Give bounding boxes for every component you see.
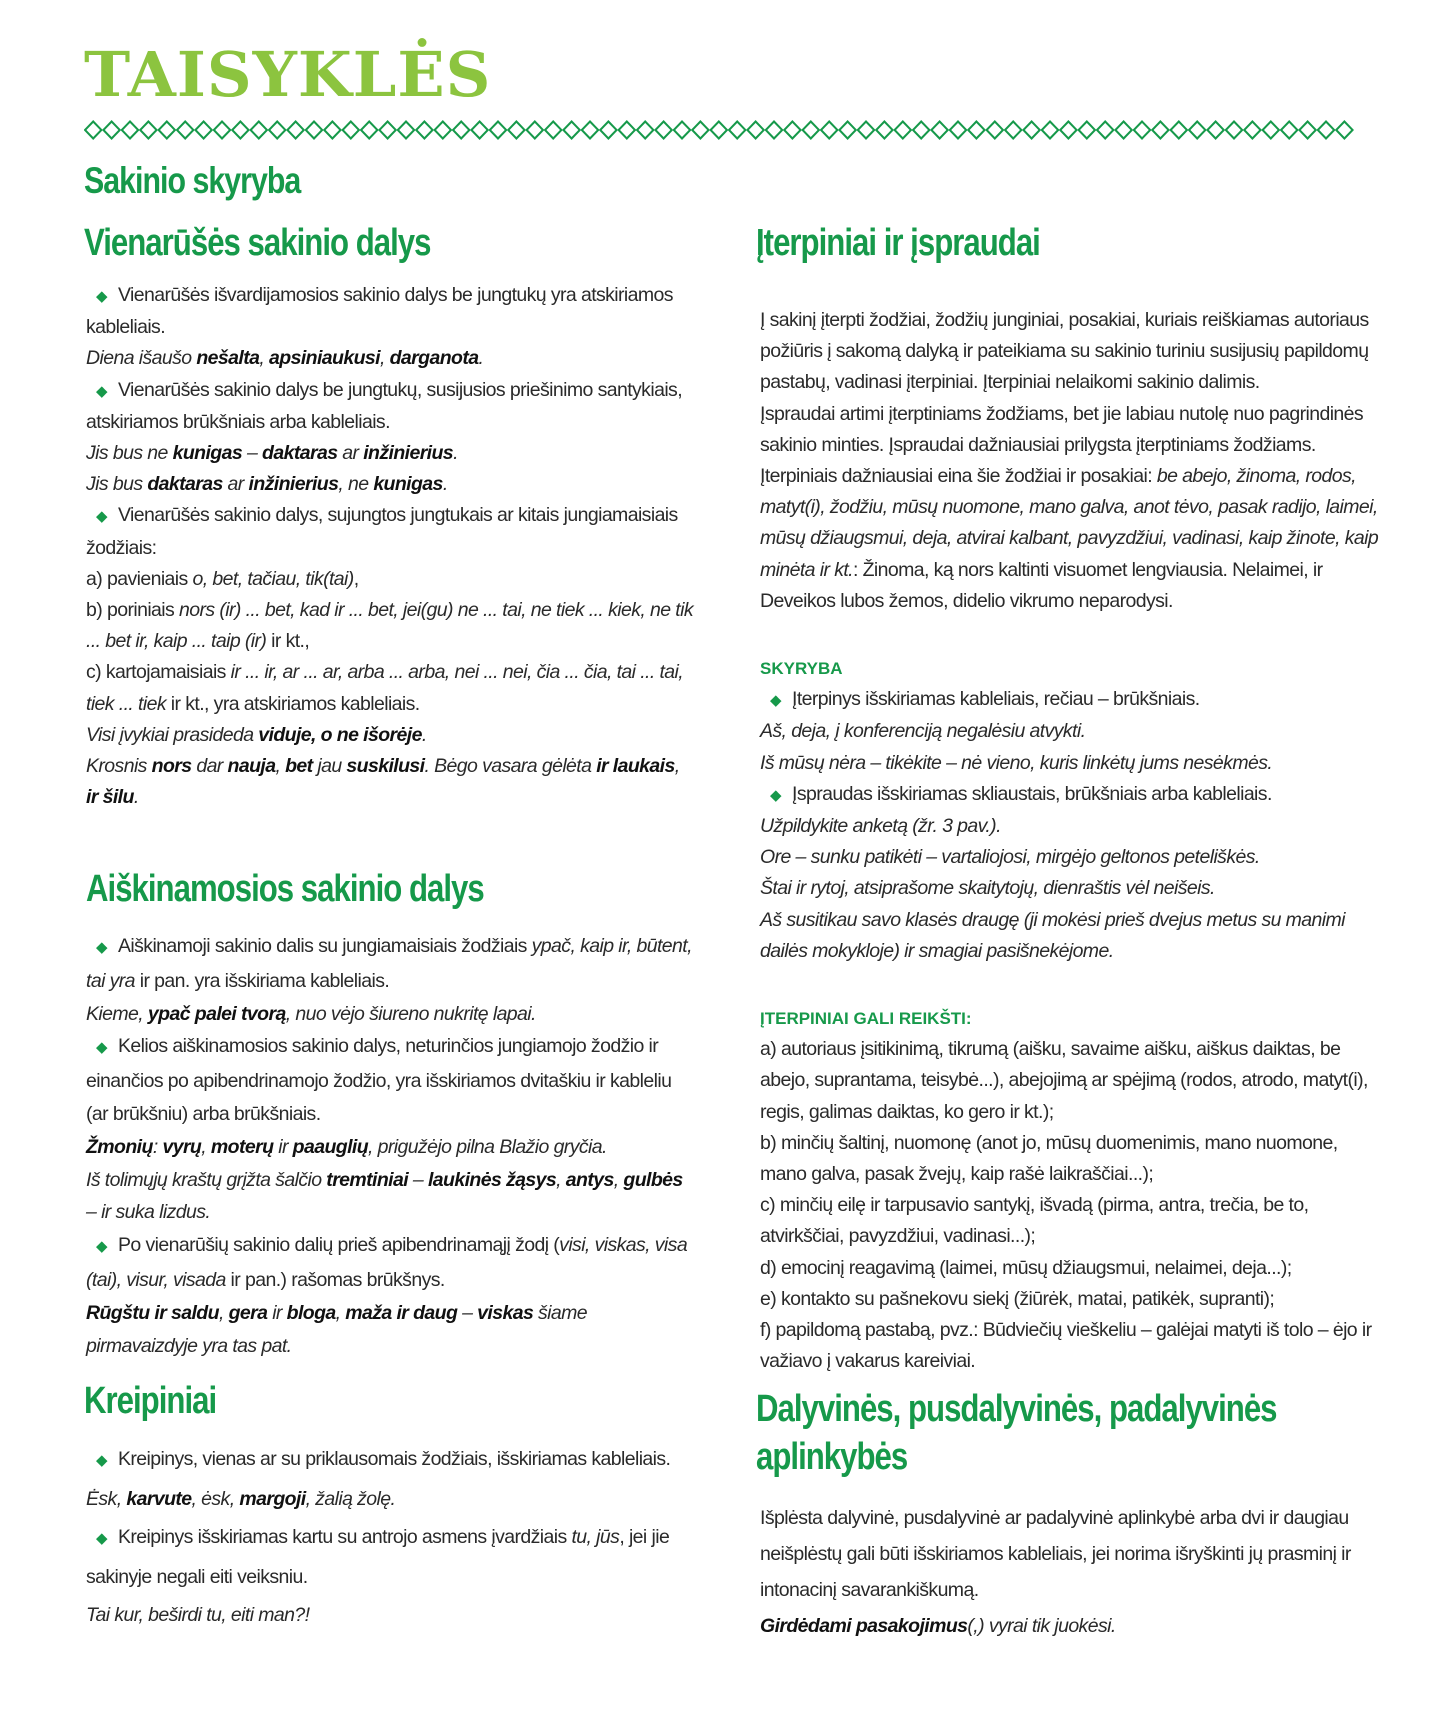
diamond-shape: [361, 122, 377, 139]
emphasis: karvute: [126, 1488, 192, 1510]
diamond-bullet-icon: ◆: [96, 1238, 107, 1256]
example: [86, 343, 696, 374]
diamond-shape: [711, 122, 727, 139]
heading-iterpiniai: Įterpiniai ir įspraudai: [756, 222, 1040, 264]
diamond-shape: [545, 122, 561, 139]
list-item-c: [86, 657, 696, 719]
diamond-shape: [140, 122, 156, 139]
diamond-shape: [1042, 122, 1058, 139]
italic-text: ,: [201, 1135, 211, 1158]
diamond-shape: [398, 122, 414, 139]
italic-text: .: [421, 723, 427, 746]
diamond-shape: [306, 122, 322, 139]
italic-text: tu, jūs: [571, 1526, 620, 1548]
emphasis: Rūgštu ir saldu: [86, 1301, 219, 1324]
italic-text: Visi įvykiai prasideda: [86, 723, 259, 746]
italic-text: ir: [267, 1301, 287, 1324]
diamond-shape: [416, 122, 432, 139]
emphasis: kunigas: [172, 442, 243, 465]
emphasis: laukinės žąsys: [427, 1168, 557, 1191]
emphasis: bet: [285, 755, 313, 778]
heading-aiskinamosios: Aiškinamosios sakinio dalys: [86, 868, 484, 910]
diamond-shape: [563, 122, 579, 139]
diamond-shape: [1318, 122, 1334, 139]
diamond-shape: [251, 122, 267, 139]
example: [86, 998, 696, 1031]
diamond-shape: [895, 122, 911, 139]
italic-text: , prigužėjo pilna Blažio gryčia.: [368, 1135, 607, 1158]
diamond-shape: [1023, 122, 1039, 139]
diamond-shape: [1244, 122, 1260, 139]
italic-text: be abejo, žinoma, rodos, matyt(i), žodžiu, mūsų nuomone, mano galva, anot tėvo, pasak radijo, laimei, mūsų džiaugsmui, deja, atvirai kalbant, pavyzdžiui, vadinasi, kaip žinote, kaip minėta ir kt.: [760, 465, 1379, 581]
heading-dalyvines: Dalyvinės, pusdalyvinės, padalyvinės aplinkybės: [756, 1388, 1277, 1478]
emphasis: viduje, o ne išorėje: [258, 723, 422, 746]
emphasis: moterų: [210, 1135, 274, 1158]
diamond-shape: [931, 122, 947, 139]
meaning-item: a) autoriaus įsitikinimą, tikrumą (aišku, savaime aišku, aiškus daiktas, be abejo, suprantama, teisybė...), abejojimą ar spėjimą (rodos, atrodo, matyt(i), regis, galimas daiktas, ko gero ir kt.);: [760, 1038, 1368, 1123]
left-col-block-3: [86, 1440, 696, 1634]
diamond-shape: [619, 122, 635, 139]
diamond-bullet-icon: ◆: [96, 288, 107, 305]
rule-1: ◆ Įterpinys išskiriamas kableliais, rečiau – brūkšniais.: [760, 684, 1380, 716]
diamond-shape: [177, 122, 193, 139]
text: , jei jie sakinyje negali eiti veiksniu.: [86, 1526, 670, 1588]
diamond-shape: [85, 122, 101, 139]
italic-text: ,: [379, 347, 390, 370]
italic-text: ar: [222, 473, 249, 496]
emphasis: tremtiniai: [326, 1168, 409, 1191]
diamond-shape: [1097, 122, 1113, 139]
diamond-shape: [453, 122, 469, 139]
diamond-shape: [343, 122, 359, 139]
diamond-shape: [766, 122, 782, 139]
example: Štai ir rytoj, atsiprašome skaitytojų, dienraštis vėl neišeis.: [760, 877, 1215, 900]
meaning-item: c) minčių eilę ir tarpusavio santykį, išvadą (pirma, antra, trečia, be to, atvirkščiai, pavyzdžiui, vadinasi...);: [760, 1194, 1309, 1248]
list-item-a: [86, 564, 696, 595]
emphasis: maža ir daug: [345, 1301, 458, 1324]
text: Po vienarūšių sakinio dalių prieš apibendrinamąjį žodį (: [118, 1234, 560, 1257]
emphasis: ir laukais: [596, 755, 675, 778]
emphasis: inžinierius: [248, 473, 339, 496]
emphasis: apsiniaukusi: [269, 347, 380, 370]
rule-3: ◆ Vienarūšės sakinio dalys, sujungtos jungtukais ar kitais jungiamaisiais žodžiais:: [86, 500, 696, 563]
diamond-shape: [674, 122, 690, 139]
example: [86, 469, 696, 500]
diamond-shape: [232, 122, 248, 139]
italic-text: ,: [556, 1168, 566, 1191]
example: [86, 720, 696, 751]
emphasis: antys: [565, 1168, 614, 1191]
left-col-block-1: [86, 280, 696, 813]
rule-2: [86, 1518, 696, 1596]
diamond-bullet-icon: ◆: [96, 508, 107, 526]
diamond-shape: [950, 122, 966, 139]
meaning-item: e) kontakto su pašnekovu siekį (žiūrėk, matai, patikėk, supranti);: [760, 1287, 1275, 1310]
diamond-shape: [214, 122, 230, 139]
diamond-shape: [103, 122, 119, 139]
list-item-b: [86, 595, 696, 657]
text: c) kartojamaisiais: [86, 661, 231, 684]
italic-text: , nuo vėjo šiureno nukritę lapai.: [285, 1002, 536, 1025]
meaning-item: d) emocinį reagavimą (laimei, mūsų džiaugsmui, nelaimei, deja...);: [760, 1256, 1292, 1279]
italic-text: Iš tolimųjų kraštų grįžta šalčio: [86, 1168, 327, 1191]
emphasis: daktaras: [147, 473, 223, 496]
diamond-shape: [803, 122, 819, 139]
heading-vienarusies: Vienarūšės sakinio dalys: [84, 222, 431, 264]
italic-text: nors (ir) ... bet, kad ir ... bet, jei(gu) ne ... tai, ne tiek ... kiek, ne tik ... bet ir, kaip ... taip (ir): [86, 599, 693, 653]
left-col-block-2: [86, 930, 696, 1362]
diamond-shape: [471, 122, 487, 139]
italic-text: –: [242, 442, 263, 465]
italic-text: šiame pirmavaizdyje yra tas pat.: [86, 1301, 588, 1357]
diamond-shape: [1299, 122, 1315, 139]
diamond-bullet-icon: ◆: [770, 786, 781, 804]
diamond-shape: [527, 122, 543, 139]
right-col-block-1: [760, 305, 1380, 1378]
paragraph: Į sakinį įterpti žodžiai, žodžių junginiai, posakiai, kuriais reiškiamas autoriaus požiūris į sakomą dalyką ir pateikiama su sakinio turiniu susijusių papildomų pastabų, vadinasi įterpiniai. Įterpiniai nelaikomi sakinio dalimis.: [760, 309, 1369, 394]
diamond-shape: [692, 122, 708, 139]
paragraph: Įspraudai artimi įterptiniams žodžiams, bet jie labiau nutolę nuo pagrindinės sakinio minties. Įspraudai dažniausiai prilygsta įterptiniams žodžiams.: [760, 402, 1364, 456]
text: a) pavieniais: [86, 567, 193, 590]
rule-2: ◆ Kelios aiškinamosios sakinio dalys, neturinčios jungiamojo žodžio ir einančios po apibendrinamojo žodžio, yra išskiriamos dvitaškiu ir kableliu (ar brūkšniu) arba brūkšniais.: [86, 1030, 696, 1130]
emphasis: gulbės: [623, 1168, 683, 1191]
diamond-shape: [1336, 122, 1352, 139]
italic-text: dar: [191, 755, 228, 778]
text: ir kt.,: [266, 630, 310, 653]
example: Iš mūsų nėra – tikėkite – nė vieno, kuris linkėtų jums nesėkmės.: [760, 751, 1273, 774]
italic-text: ypač, kaip ir, būtent, tai yra: [86, 935, 692, 992]
emphasis: darganota: [389, 347, 479, 370]
diamond-shape: [747, 122, 763, 139]
emphasis: margoji: [239, 1488, 306, 1510]
diamond-shape: [1079, 122, 1095, 139]
diamond-shape: [655, 122, 671, 139]
rule-2: ◆ Įspraudas išskiriamas skliaustais, brūkšniais arba kableliais.: [760, 779, 1380, 811]
subheading-meanings: ĮTERPINIAI GALI REIKŠTI:: [760, 1009, 972, 1029]
emphasis: bloga: [286, 1301, 336, 1324]
emphasis: viskas: [477, 1301, 534, 1324]
diamond-shape: [858, 122, 874, 139]
text: ir pan. yra išskiriama kableliais.: [134, 969, 390, 992]
text: : Žinoma, ką nors kaltinti visuomet lengviausia. Nelaimei, ir Deveikos lubos žemos, didelio vikrumo neparodysi.: [760, 558, 1323, 612]
text: b) poriniais: [86, 599, 179, 622]
italic-text: .: [478, 347, 484, 370]
diamond-shape: [582, 122, 598, 139]
italic-text: Tai kur, beširdi tu, eiti man?!: [86, 1604, 310, 1626]
example: [86, 438, 696, 469]
diamond-shape: [435, 122, 451, 139]
diamond-shape: [729, 122, 745, 139]
text: ir kt., yra atskiriamos kableliais.: [165, 692, 420, 715]
rule-1: ◆ Vienarūšės išvardijamosios sakinio dalys be jungtukų yra atskiriamos kableliais.: [86, 280, 696, 343]
italic-text: Krosnis: [86, 755, 152, 778]
italic-text: , ne: [338, 473, 374, 496]
diamond-shape: [1060, 122, 1076, 139]
right-col-block-2: [760, 1500, 1380, 1644]
italic-text: visi, viskas, visa (tai), visur, visada: [86, 1234, 688, 1291]
italic-text: –: [408, 1168, 428, 1191]
italic-text: ,: [218, 1301, 229, 1324]
diamond-bullet-icon: ◆: [96, 1452, 107, 1469]
diamond-shape: [821, 122, 837, 139]
italic-text: , ėsk,: [191, 1488, 240, 1510]
italic-text: ,: [259, 347, 270, 370]
diamond-shape: [1226, 122, 1242, 139]
italic-text: Ėsk,: [86, 1488, 127, 1510]
diamond-shape: [508, 122, 524, 139]
diamond-shape: [1207, 122, 1223, 139]
italic-text: ir ... ir, ar ... ar, arba ... arba, nei ... nei, čia ... čia, tai ... tai, tiek ... tiek: [86, 661, 684, 715]
diamond-shape: [490, 122, 506, 139]
italic-text: –: [457, 1301, 478, 1324]
emphasis: Žmonių: [86, 1135, 153, 1158]
diamond-shape: [159, 122, 175, 139]
italic-text: – ir suka lizdus.: [86, 1201, 211, 1224]
example: [86, 1131, 696, 1164]
text: Įterpiniais dažniausiai eina šie žodžiai ir posakiai:: [760, 465, 1157, 488]
emphasis: nors: [151, 755, 192, 778]
italic-text: jau: [312, 755, 347, 778]
example: [86, 1164, 696, 1230]
diamond-shape: [913, 122, 929, 139]
diamond-shape: [1263, 122, 1279, 139]
diamond-shape: [195, 122, 211, 139]
emphasis: suskilusi: [346, 755, 425, 778]
diamond-shape: [600, 122, 616, 139]
diamond-shape: [839, 122, 855, 139]
diamond-shape: [1171, 122, 1187, 139]
example: [86, 1480, 696, 1518]
example: [86, 1297, 696, 1363]
italic-text: .: [442, 473, 448, 496]
diamond-shape: [1152, 122, 1168, 139]
italic-text: (,) vyrai tik juokėsi.: [967, 1615, 1116, 1637]
italic-text: Jis bus ne: [86, 442, 173, 465]
diamond-shape: [1005, 122, 1021, 139]
italic-text: Jis bus: [86, 473, 148, 496]
example: [86, 751, 696, 813]
paragraph: [760, 461, 1380, 617]
meanings-list: [760, 1034, 1380, 1377]
italic-text: . Bėgo vasara gėlėta: [424, 755, 597, 778]
diamond-shape: [122, 122, 138, 139]
section-title-sakinio-skyryba: Sakinio skyryba: [84, 160, 301, 201]
emphasis: ir šilu: [86, 786, 134, 809]
diamond-bullet-icon: ◆: [96, 1530, 107, 1547]
page-title: TAISYKLĖS: [84, 38, 492, 111]
emphasis: vyrų: [162, 1135, 202, 1158]
diamond-shape: [1189, 122, 1205, 139]
diamond-divider: [84, 120, 1360, 140]
meaning-item: f) papildomą pastabą, pvz.: Būdviečių vieškeliu – galėjai matyti iš tolo – ėjo ir važiavo į vakarus kareiviai.: [760, 1319, 1372, 1373]
diamond-shape: [784, 122, 800, 139]
diamond-shape: [287, 122, 303, 139]
italic-text: Kieme,: [86, 1002, 148, 1025]
emphasis: paauglių: [292, 1135, 369, 1158]
italic-text: Diena išaušo: [86, 347, 197, 370]
emphasis: nešalta: [196, 347, 260, 370]
text: Kreipinys išskiriamas kartu su antrojo asmens įvardžiais: [118, 1526, 572, 1548]
emphasis: nauja: [227, 755, 276, 778]
italic-text: .: [453, 442, 458, 465]
rule-2: ◆ Vienarūšės sakinio dalys be jungtukų, susijusios priešinimo santykiais, atskiriamos brūkšniais arba kableliais.: [86, 375, 696, 438]
emphasis: Girdėdami pasakojimus: [760, 1615, 968, 1637]
subheading-skyryba: SKYRYBA: [760, 659, 843, 679]
diamond-shape: [1115, 122, 1131, 139]
diamond-shape: [269, 122, 285, 139]
italic-text: ,: [613, 1168, 624, 1191]
italic-text: ,: [335, 1301, 346, 1324]
diamond-bullet-icon: ◆: [96, 939, 107, 956]
italic-text: ir: [273, 1135, 293, 1158]
rule-1: ◆ Kreipinys, vienas ar su priklausomais žodžiais, išskiriamas kableliais.: [86, 1440, 696, 1480]
paragraph: Išplėsta dalyvinė, pusdalyvinė ar padalyvinė aplinkybė arba dvi ir daugiau neišplėstų gali būti išskiriamos kableliais, jei norima išryškinti jų prasminį ir intonacinį savarankiškumą.: [760, 1507, 1351, 1601]
example: [760, 1608, 1380, 1644]
diamond-shape: [1281, 122, 1297, 139]
italic-text: ,: [275, 755, 286, 778]
italic-text: ar: [337, 442, 364, 465]
diamond-bullet-icon: ◆: [770, 692, 781, 710]
example: Aš, deja, į konferenciją negalėsiu atvykti.: [760, 720, 1086, 743]
heading-kreipiniai: Kreipiniai: [84, 1380, 217, 1422]
emphasis: ypač palei tvorą: [147, 1002, 286, 1025]
emphasis: daktaras: [262, 442, 338, 465]
diamond-shape: [324, 122, 340, 139]
example: [86, 1596, 696, 1634]
emphasis: kunigas: [373, 473, 443, 496]
emphasis: inžinierius: [363, 442, 454, 465]
diamond-bullet-icon: ◆: [96, 1039, 107, 1057]
diamond-shape: [379, 122, 395, 139]
text: ,: [353, 567, 359, 590]
italic-text: .: [133, 786, 139, 809]
text: Aiškinamoji sakinio dalis su jungiamaisiais žodžiais: [118, 935, 532, 957]
italic-text: o, bet, tačiau, tik(tai): [192, 567, 354, 590]
emphasis: gera: [228, 1301, 268, 1324]
diamond-shape: [637, 122, 653, 139]
diamond-shape: [987, 122, 1003, 139]
text: ir pan.) rašomas brūkšnys.: [225, 1268, 445, 1291]
italic-text: ,: [674, 755, 680, 778]
example: Užpildykite anketą (žr. 3 pav.).: [760, 815, 1001, 838]
diamond-shape: [876, 122, 892, 139]
meaning-item: b) minčių šaltinį, nuomonę (anot jo, mūsų duomenimis, mano nuomone, mano galva, pasak žvejų, kaip rašė laikraščiai...);: [760, 1131, 1338, 1186]
diamond-shape: [1134, 122, 1150, 139]
diamond-bullet-icon: ◆: [96, 382, 107, 400]
rule-1: [86, 930, 696, 998]
example: Aš susitikau savo klasės draugę (ji mokėsi prieš dvejus metus su manimi dailės mokykloje) ir smagiai pasišnekėjome.: [760, 908, 1345, 962]
example: Ore – sunku patikėti – vartaliojosi, mirgėjo geltonos peteliškės.: [760, 846, 1260, 869]
rule-3: [86, 1229, 696, 1297]
italic-text: , žalią žolę.: [305, 1488, 396, 1510]
italic-text: :: [152, 1135, 163, 1158]
diamond-shape: [968, 122, 984, 139]
